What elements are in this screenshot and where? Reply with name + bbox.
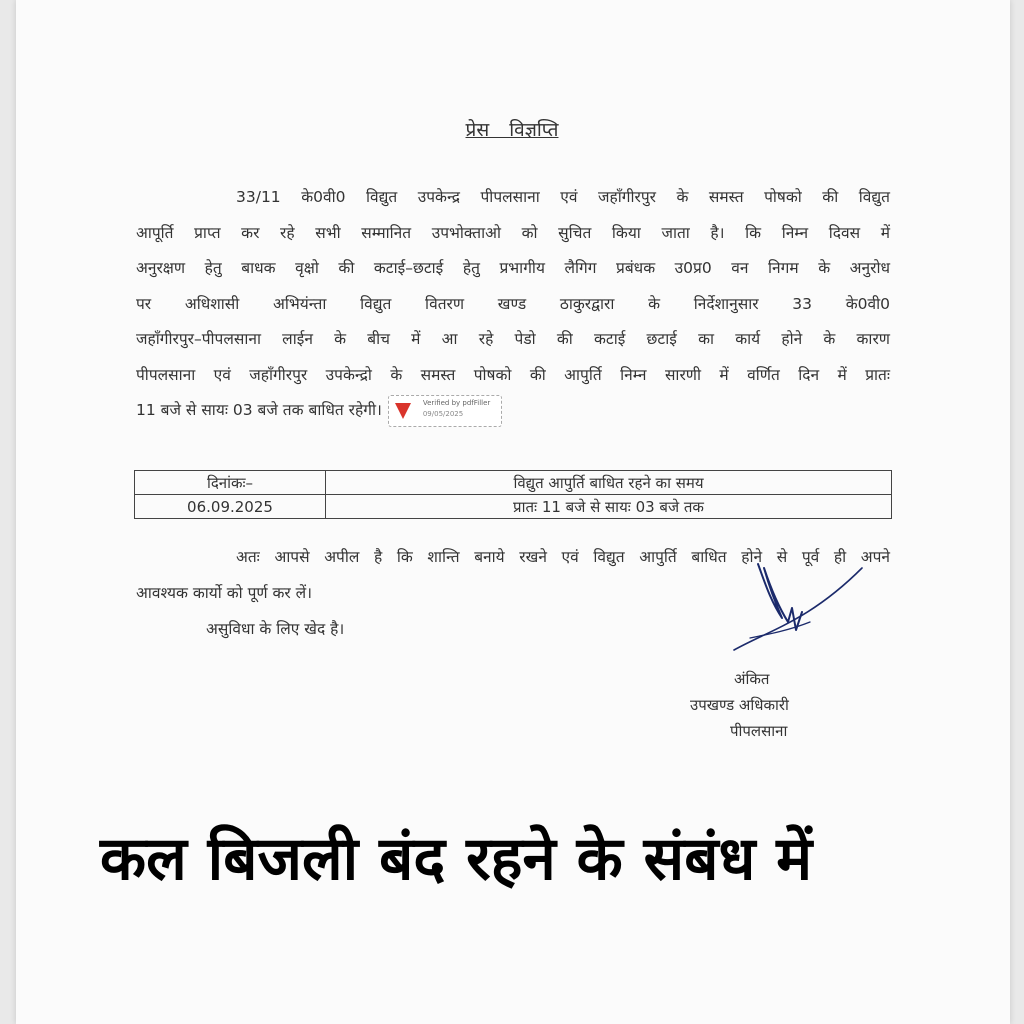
signatory-name: अंकित xyxy=(734,670,770,688)
paragraph-line: आवश्यक कार्यो को पूर्ण कर लें। xyxy=(136,583,313,602)
handwritten-signature xyxy=(730,560,870,660)
table-header-cell: दिनांकः– xyxy=(135,471,326,495)
paragraph-line: 33/11 के0वी0 विद्युत उपकेन्द्र पीपलसाना एवं जहाँगीरपुर के समस्त पोषको की विद्युत xyxy=(236,188,890,206)
paragraph-line: पर अधिशासी अभियंन्ता विद्युत वितरण खण्ड ठाकुरद्वारा के निर्देशानुसार 33 के0वी0 xyxy=(136,294,890,313)
table-header-row xyxy=(135,471,892,495)
paragraph-line: आपूर्ति प्राप्त कर रहे सभी सम्मानित उपभोक्ताओ को सुचित किया जाता है। कि निम्न दिवस में xyxy=(136,223,890,242)
regret-note: असुविधा के लिए खेद है। xyxy=(206,620,345,638)
schedule-table xyxy=(134,470,892,519)
verification-stamp xyxy=(388,395,502,427)
headline-caption: कल बिजली बंद रहने के संबंध में xyxy=(100,824,813,894)
stamp-date: 09/05/2025 xyxy=(422,409,464,418)
table-cell-date: 06.09.2025 xyxy=(135,495,326,519)
pdffiller-logo-icon xyxy=(395,403,411,419)
paragraph-line: जहाँगीरपुर–पीपलसाना लाईन के बीच में आ रहे पेडो की कटाई छटाई का कार्य होने के कारण xyxy=(136,330,890,348)
document-title: प्रेस विज्ञप्ति xyxy=(465,119,559,141)
signatory-block xyxy=(690,666,870,744)
signatory-place: पीपलसाना xyxy=(730,722,788,740)
stamp-label: Verified by pdfFiller xyxy=(422,398,491,407)
paragraph-line: पीपलसाना एवं जहाँगीरपुर उपकेन्द्रो के समस्त पोषको की आपुर्ति निम्न सारणी में वर्णित दिन में प्रातः xyxy=(136,365,890,384)
table-row xyxy=(135,495,892,519)
signatory-designation: उपखण्ड अधिकारी xyxy=(690,696,789,714)
table-header-cell: विद्युत आपुर्ति बाधित रहने का समय xyxy=(326,471,892,495)
paragraph-line: अतः आपसे अपील है कि शान्ति बनाये रखने एवं विद्युत आपुर्ति बाधित होने से पूर्व ही अपने xyxy=(236,548,890,566)
paragraph-line-text: 11 बजे से सायः 03 बजे तक बाधित रहेगी। xyxy=(136,401,382,419)
notice-paragraph xyxy=(136,180,890,429)
paragraph-line-last xyxy=(136,393,890,429)
table-cell-time: प्रातः 11 बजे से सायः 03 बजे तक xyxy=(326,495,892,519)
paragraph-line: अनुरक्षण हेतु बाधक वृक्षो की कटाई–छटाई हेतु प्रभागीय लैगिग प्रबंधक उ0प्र0 वन निगम के अनुरोध xyxy=(136,259,890,277)
